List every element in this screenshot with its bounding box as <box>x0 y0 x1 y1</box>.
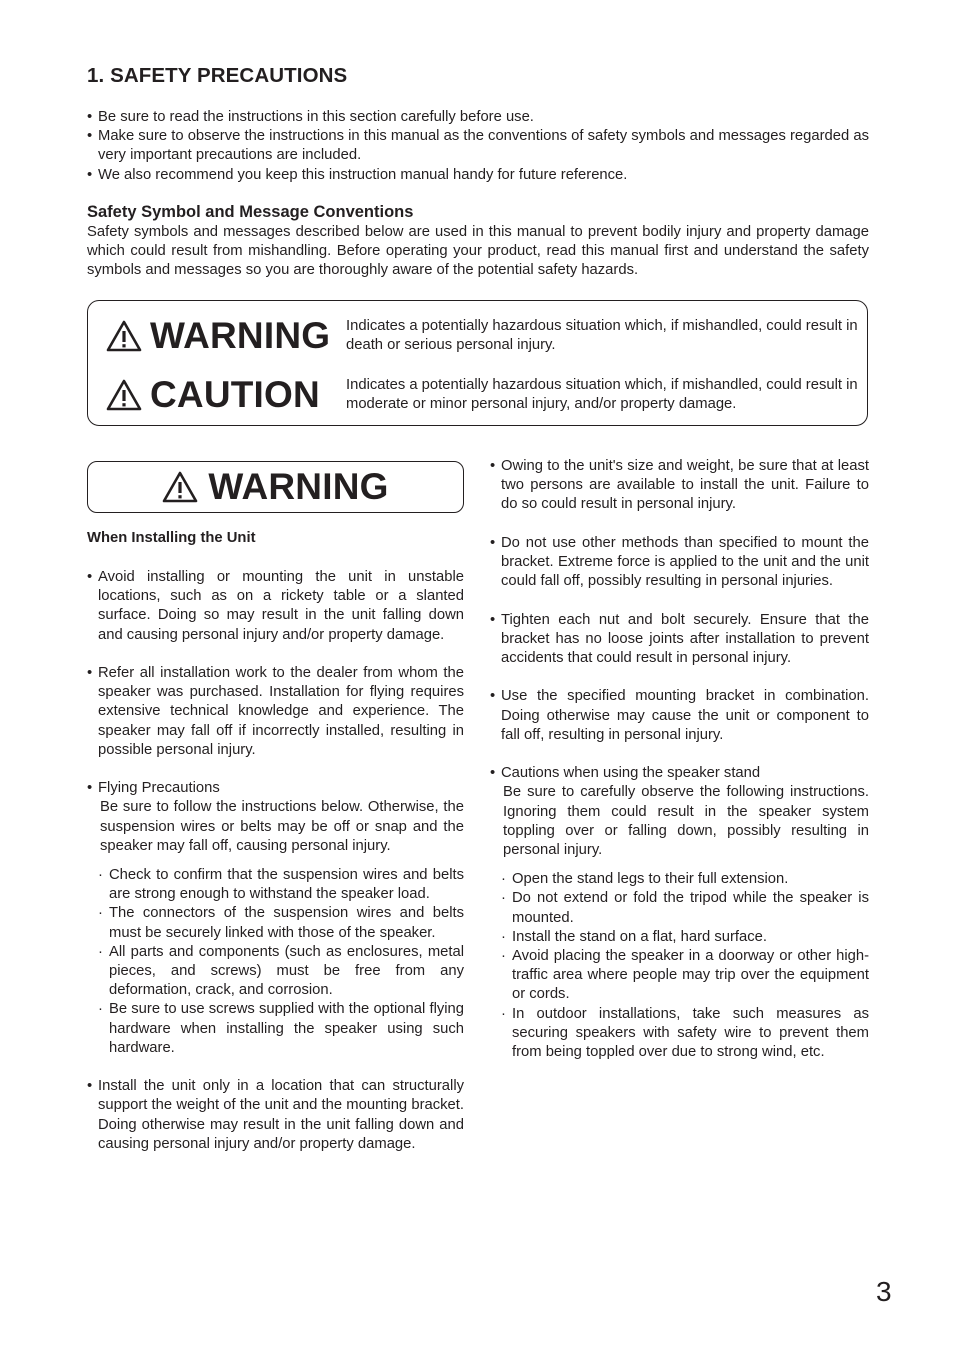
signal-word-label: CAUTION <box>150 374 320 415</box>
warning-item: • Tighten each nut and bolt securely. Ensure that the bracket has no loose joints after installation to prevent accidents that could result in personal injury. <box>490 611 869 669</box>
stand-check-list <box>501 870 869 1062</box>
stand-check-item: · Install the stand on a flat, hard surface. <box>501 928 869 947</box>
warning-item: • Install the unit only in a location that can structurally support the weight of the unit and the mounting bracket. Doing otherwise may result in the unit falling down and causing personal injury and/or property damage. <box>87 1077 464 1154</box>
warning-banner-label: WARNING <box>208 466 389 507</box>
warning-item: • Avoid installing or mounting the unit in unstable locations, such as on a rickety table or a slanted surface. Doing so may result in the unit falling down and causing personal injury and/or property damage. <box>87 568 464 645</box>
caution-triangle-icon <box>106 379 142 411</box>
stand-check-item: · Open the stand legs to their full extension. <box>501 870 869 889</box>
flying-check-item: · Check to confirm that the suspension wires and belts are strong enough to withstand the speaker load. <box>98 866 464 904</box>
section-title: 1. SAFETY PRECAUTIONS <box>87 64 348 87</box>
signal-word-description: Indicates a potentially hazardous situation which, if mishandled, could result in moderate or minor personal injury, and/or property damage. <box>346 377 858 413</box>
right-column <box>490 457 869 1081</box>
flying-check-item: · Be sure to use screws supplied with the optional flying hardware when installing the speaker using such hardware. <box>98 1000 464 1058</box>
flying-check-list <box>98 866 464 1058</box>
conventions-text: Safety symbols and messages described below are used in this manual to prevent bodily injury and property damage which could result from mishandling. Before operating your product, read this manual first and understand the safety symbols and messages so you are thoroughly aware of the potential safety hazards. <box>87 224 869 279</box>
install-subheading: When Installing the Unit <box>87 530 256 546</box>
signal-word-box <box>87 300 868 426</box>
warning-banner <box>87 461 464 513</box>
signal-word-warning <box>106 315 330 357</box>
left-column <box>87 568 464 1173</box>
warning-item: • Do not use other methods than specified to mount the bracket. Extreme force is applied to the unit and the unit could fall off, possibly resulting in personal injuries. <box>490 534 869 592</box>
flying-check-item: · All parts and components (such as enclosures, metal pieces, and screws) must be free from any deformation, crack, and corrosion. <box>98 943 464 1001</box>
stand-check-item: · Avoid placing the speaker in a doorway or other high-traffic area where people may trip over the equipment or cords. <box>501 947 869 1005</box>
warning-item: • Refer all installation work to the dealer from whom the speaker was purchased. Installation for flying requires extensive technical knowledge and experience. The speaker may fall off if incorrectly installed, resulting in possible personal injury. <box>87 664 464 760</box>
flying-precautions-text: Be sure to follow the instructions below. Otherwise, the suspension wires or belts may be off or snap and the speaker may fall off, causing personal injury. <box>100 799 464 854</box>
stand-cautions-title: • Cautions when using the speaker stand <box>501 765 761 782</box>
signal-word-caution <box>106 374 320 416</box>
intro-bullet: • We also recommend you keep this instruction manual handy for future reference. <box>87 166 869 185</box>
warning-item: • Owing to the unit's size and weight, be sure that at least two persons are available to install the unit. Failure to do so could result in personal injury. <box>490 457 869 515</box>
page-number: 3 <box>876 1276 892 1307</box>
stand-cautions-text: Be sure to carefully observe the following instructions. Ignoring them could result in the speaker system toppling over or falling down, possibly resulting in personal injury. <box>503 784 869 858</box>
stand-cautions-item <box>490 764 869 1062</box>
flying-precautions-item <box>87 779 464 1058</box>
stand-check-item: · In outdoor installations, take such measures as securing speakers with safety wire to prevent them from being toppled over due to strong wind, etc. <box>501 1005 869 1063</box>
flying-check-item: · The connectors of the suspension wires and belts must be securely linked with those of the speaker. <box>98 904 464 942</box>
warning-triangle-icon <box>162 471 198 503</box>
signal-word-description: Indicates a potentially hazardous situation which, if mishandled, could result in death or serious personal injury. <box>346 318 858 354</box>
warning-item: • Use the specified mounting bracket in combination. Doing otherwise may cause the unit or component to fall off, resulting in personal injury. <box>490 687 869 745</box>
intro-bullet: • Be sure to read the instructions in this section carefully before use. <box>87 108 869 127</box>
flying-precautions-title: • Flying Precautions <box>98 780 220 797</box>
signal-word-label: WARNING <box>150 315 331 356</box>
stand-check-item: · Do not extend or fold the tripod while the speaker is mounted. <box>501 889 869 927</box>
intro-bullet: • Make sure to observe the instructions in this manual as the conventions of safety symbols and messages regarded as very important precautions are included. <box>87 127 869 165</box>
conventions-title: Safety Symbol and Message Conventions <box>87 203 414 221</box>
intro-bullet-list <box>87 108 869 185</box>
warning-triangle-icon <box>106 320 142 352</box>
